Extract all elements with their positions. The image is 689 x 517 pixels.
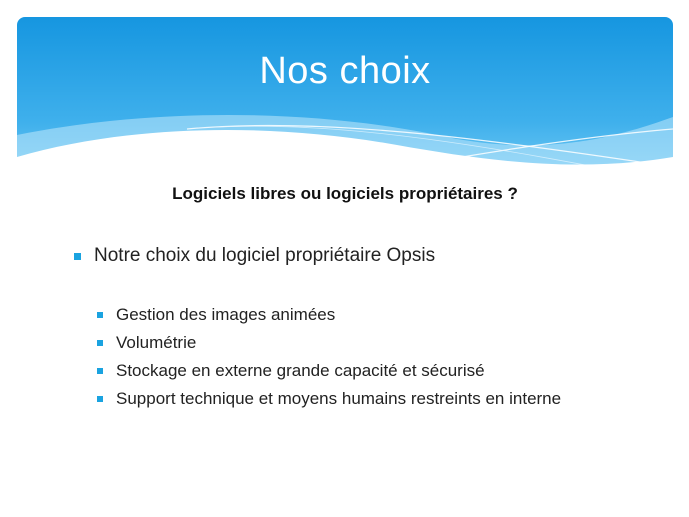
title-banner — [17, 17, 673, 192]
square-bullet-icon — [97, 396, 103, 402]
slide-title: Nos choix — [259, 50, 431, 92]
list-item — [97, 332, 617, 353]
list-item-text: Stockage en externe grande capacité et sécurisé — [116, 361, 485, 380]
wave-banner-graphic — [17, 17, 673, 192]
sub-bullet-list — [97, 304, 617, 416]
square-bullet-icon — [74, 253, 81, 260]
list-item — [97, 360, 617, 381]
square-bullet-icon — [97, 368, 103, 374]
list-item — [97, 388, 617, 409]
main-bullet — [74, 245, 435, 267]
main-bullet-text: Notre choix du logiciel propriétaire Opsis — [94, 245, 436, 266]
list-item-text: Volumétrie — [116, 333, 197, 352]
square-bullet-icon — [97, 312, 103, 318]
list-item — [97, 304, 617, 325]
slide-subtitle: Logiciels libres ou logiciels propriétaires ? — [172, 184, 518, 203]
square-bullet-icon — [97, 340, 103, 346]
list-item-text: Gestion des images animées — [116, 305, 336, 324]
list-item-text: Support technique et moyens humains restreints en interne — [116, 389, 562, 408]
